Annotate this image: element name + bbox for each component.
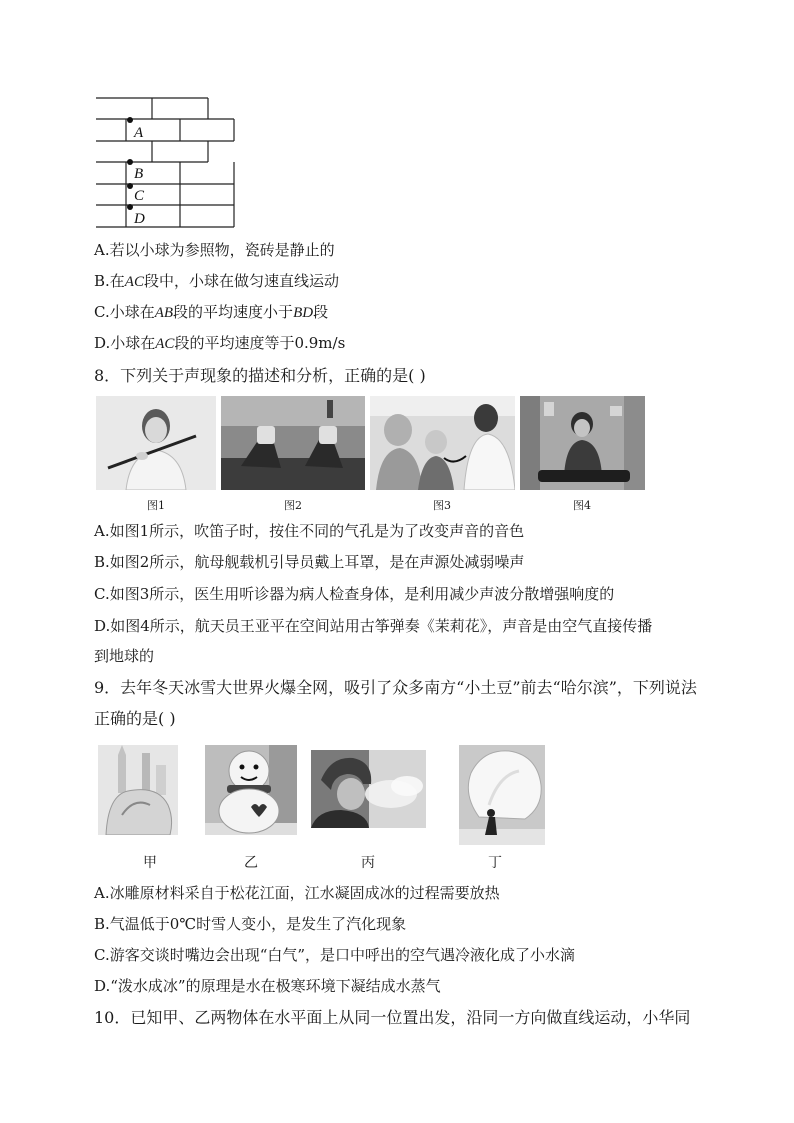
brick-wall-figure xyxy=(96,96,238,230)
q9-stem-line2: 正确的是( ) xyxy=(94,709,176,728)
q7-option-c xyxy=(94,302,328,323)
q7-option-c-prefix: C.小球在 xyxy=(94,303,155,321)
q7-option-a-text: 若以小球为参照物，瓷砖是静止的 xyxy=(109,241,335,259)
ball-d xyxy=(127,204,133,210)
q7-option-d-prefix: D.小球在 xyxy=(94,334,156,352)
photo-astronaut-guzheng xyxy=(520,396,645,490)
q9-option-d: D.“泼水成冰”的原理是水在极寒环境下凝结成水蒸气 xyxy=(94,977,441,995)
q7-option-d-text: 段的平均速度等于0.9m/s xyxy=(174,334,346,352)
q10-stem-line1: 10．已知甲、乙两物体在水平面上从同一位置出发，沿同一方向做直线运动，小华同 xyxy=(94,1008,691,1027)
ball-b xyxy=(127,159,133,165)
q7-option-c-var2: BD xyxy=(293,305,314,321)
q7-option-c-var: AB xyxy=(154,305,174,321)
caption-jia: 甲 xyxy=(143,855,157,871)
caption-fig1: 图1 xyxy=(147,499,165,512)
label-a: A xyxy=(134,125,144,141)
photo-carrier-crew xyxy=(221,396,365,490)
q8-option-c: C.如图3所示，医生用听诊器为病人检查身体，是利用减少声波分散增强响度的 xyxy=(94,585,615,603)
q8-option-d-continued: 到地球的 xyxy=(94,647,155,665)
label-c: C xyxy=(134,188,145,204)
caption-ding: 丁 xyxy=(488,855,502,871)
q7-option-b-text: 段中，小球在做匀速直线运动 xyxy=(143,272,339,290)
caption-fig4: 图4 xyxy=(573,499,591,512)
q8-option-a: A.如图1所示，吹笛子时，按住不同的气孔是为了改变声音的音色 xyxy=(94,522,525,540)
q9-option-a: A.冰雕原材料采自于松花江面，江水凝固成冰的过程需要放热 xyxy=(94,884,500,902)
q7-option-a-prefix: A. xyxy=(94,241,110,259)
q9-option-c: C.游客交谈时嘴边会出现“白气”，是口中呼出的空气遇冷液化成了小水滴 xyxy=(94,946,576,964)
q7-option-b-prefix: B.在 xyxy=(94,272,125,290)
caption-fig2: 图2 xyxy=(284,499,302,512)
photo-ice-sculpture xyxy=(98,745,178,835)
caption-bing: 丙 xyxy=(361,855,375,871)
q8-option-b: B.如图2所示，航母舰载机引导员戴上耳罩，是在声源处减弱噪声 xyxy=(94,553,525,571)
q7-option-c-mid: 段的平均速度小于 xyxy=(173,303,294,321)
photo-snowman xyxy=(205,745,297,835)
q7-option-c-text: 段 xyxy=(313,303,329,321)
q9-option-b: B.气温低于0℃时雪人变小，是发生了汽化现象 xyxy=(94,915,407,933)
q7-option-a xyxy=(94,240,335,260)
ball-c xyxy=(127,183,133,189)
q9-stem-line1: 9．去年冬天冰雪大世界火爆全网，吸引了众多南方“小土豆”前去“哈尔滨”，下列说法 xyxy=(94,678,697,697)
caption-yi: 乙 xyxy=(244,855,258,871)
label-b: B xyxy=(134,166,144,182)
label-d: D xyxy=(134,211,145,227)
q8-stem: 8．下列关于声现象的描述和分析，正确的是( ) xyxy=(94,366,426,385)
photo-splash-ice xyxy=(459,745,545,845)
photo-flute-player xyxy=(96,396,216,490)
photo-breath-fog xyxy=(311,750,426,828)
photo-doctor-stethoscope xyxy=(370,396,515,490)
ball-a xyxy=(127,117,133,123)
q7-option-d-var: AC xyxy=(155,336,175,352)
q8-option-d: D.如图4所示，航天员王亚平在空间站用古筝弹奏《茉莉花》，声音是由空气直接传播 xyxy=(94,617,653,635)
q7-option-b-var: AC xyxy=(124,274,144,290)
q7-option-d xyxy=(94,333,345,354)
q7-option-b xyxy=(94,271,339,292)
caption-fig3: 图3 xyxy=(433,499,451,512)
